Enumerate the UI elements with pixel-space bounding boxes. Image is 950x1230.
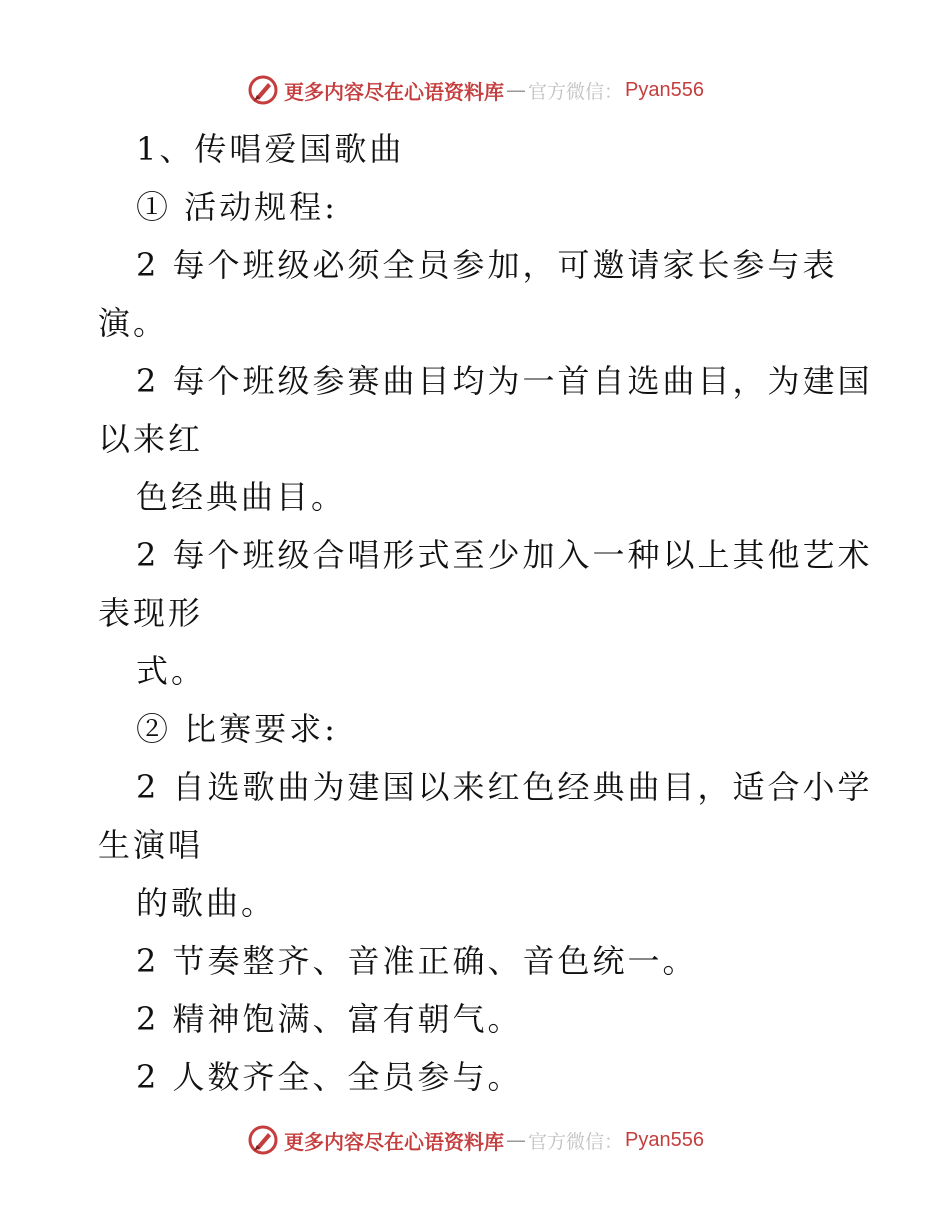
paragraph-line: 2 精神饱满、富有朝气。: [136, 1000, 523, 1038]
paragraph-line: 式。: [136, 652, 207, 690]
paragraph-line: 2 节奏整齐、音准正确、音色统一。: [136, 942, 698, 980]
heading-1: 1、传唱爱国歌曲: [136, 130, 405, 168]
paragraph-line: 的歌曲。: [136, 884, 277, 922]
paragraph-line: 以来红: [98, 420, 204, 458]
subheading-rules: ① 活动规程:: [136, 188, 338, 226]
site-name: 更多内容尽在心语资料库: [284, 1129, 504, 1154]
pen-logo-icon: [246, 73, 280, 107]
paragraph-line: 色经典曲目。: [136, 478, 347, 516]
paragraph-line: 2 每个班级合唱形式至少加入一种以上其他艺术: [136, 536, 873, 574]
wechat-label: 官方微信：: [528, 1130, 624, 1153]
footer-banner: [0, 1120, 950, 1160]
header-banner: [0, 70, 950, 110]
site-name: 更多内容尽在心语资料库: [284, 79, 504, 104]
paragraph-line: 2 自选歌曲为建国以来红色经典曲目，适合小学: [136, 768, 873, 806]
wechat-id: Pyan556: [625, 1128, 704, 1151]
paragraph-line: 演。: [98, 304, 169, 342]
paragraph-line: 2 每个班级必须全员参加，可邀请家长参与表: [136, 246, 838, 284]
wechat-id: Pyan556: [625, 78, 704, 101]
subheading-requirements: ② 比赛要求:: [136, 710, 338, 748]
separator-dash: —: [506, 1128, 526, 1152]
pen-logo-icon: [246, 1123, 280, 1157]
paragraph-line: 生演唱: [98, 826, 204, 864]
separator-dash: —: [506, 78, 526, 102]
wechat-label: 官方微信：: [528, 80, 624, 103]
paragraph-line: 2 每个班级参赛曲目均为一首自选曲目，为建国: [136, 362, 873, 400]
paragraph-line: 表现形: [98, 594, 204, 632]
paragraph-line: 2 人数齐全、全员参与。: [136, 1058, 523, 1096]
